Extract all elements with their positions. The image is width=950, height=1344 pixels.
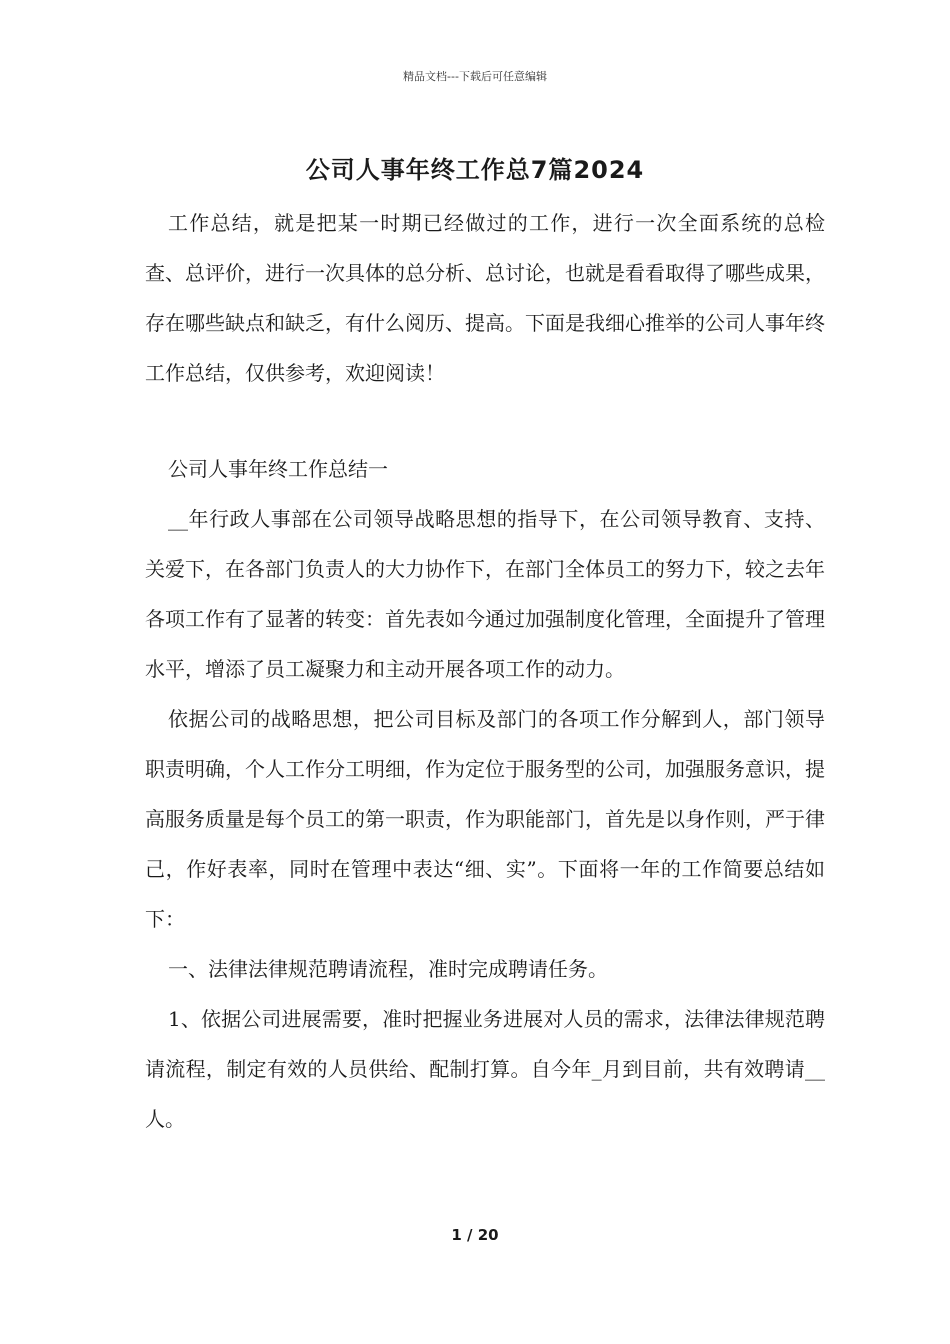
document-title: 公司人事年终工作总7篇2024 <box>305 156 645 184</box>
document-body <box>145 198 825 1144</box>
page-number: 1 / 20 <box>451 1226 499 1244</box>
body-paragraph-4: 1、依据公司进展需要，准时把握业务进展对人员的需求，法律法律规范聘请流程，制定有效的人员供给、配制打算。自今年_月到目前，共有效聘请__人。 <box>145 1007 825 1131</box>
section-spacer <box>145 398 825 444</box>
intro-paragraph: 工作总结，就是把某一时期已经做过的工作，进行一次全面系统的总检查、总评价，进行一次具体的总分析、总讨论，也就是看看取得了哪些成果，存在哪些缺点和缺乏，有什么阅历、提高。下面是我细心推举的公司人事年终工作总结，仅供参考，欢迎阅读！ <box>145 211 825 385</box>
section-heading: 公司人事年终工作总结一 <box>168 457 388 481</box>
body-paragraph-3: 一、法律法律规范聘请流程，准时完成聘请任务。 <box>168 957 608 981</box>
body-paragraph-2: 依据公司的战略思想，把公司目标及部门的各项工作分解到人，部门领导职责明确，个人工作分工明细，作为定位于服务型的公司，加强服务意识，提高服务质量是每个员工的第一职责，作为职能部门，首先是以身作则，严于律己，作好表率，同时在管理中表达“细、实”。下面将一年的工作简要总结如下： <box>145 707 825 931</box>
body-paragraph-1: __年行政人事部在公司领导战略思想的指导下，在公司领导教育、支持、关爱下，在各部门负责人的大力协作下，在部门全体员工的努力下，较之去年各项工作有了显著的转变：首先表如今通过加强制度化管理，全面提升了管理水平，增添了员工凝聚力和主动开展各项工作的动力。 <box>145 507 825 681</box>
page-header-note: 精品文档---下载后可任意编辑 <box>403 70 547 83</box>
